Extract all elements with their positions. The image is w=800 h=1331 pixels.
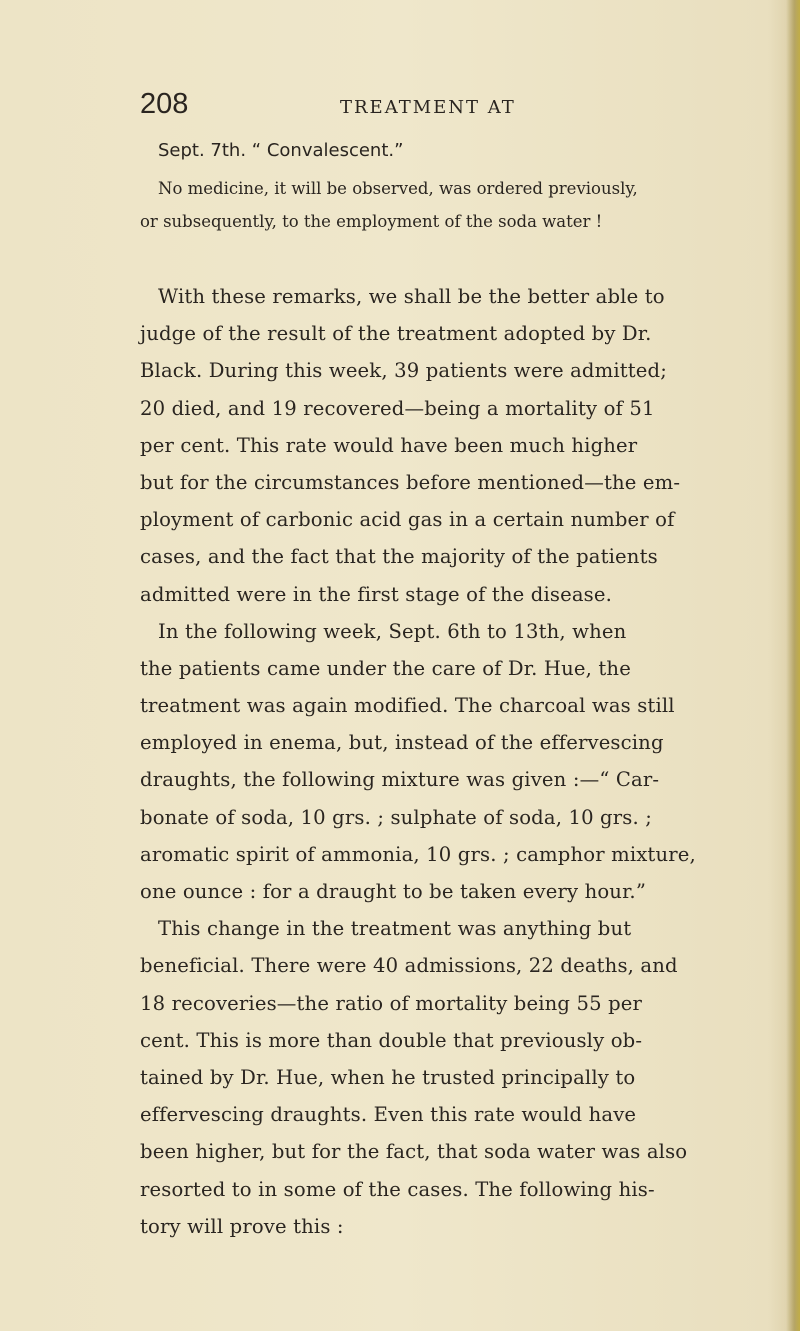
body-line: resorted to in some of the cases. The following his-: [140, 1177, 655, 1201]
body-line: tained by Dr. Hue, when he trusted principally to: [140, 1065, 636, 1089]
body-line: This change in the treatment was anything but: [158, 917, 632, 941]
body-line: per cent. This rate would have been much higher: [140, 433, 638, 457]
body-line: aromatic spirit of ammonia, 10 grs. ; camphor mixture,: [140, 842, 696, 866]
body-line: treatment was again modified. The charcoal was still: [140, 694, 675, 718]
body-line: the patients came under the care of Dr. Hue, the: [140, 656, 631, 680]
body-line: but for the circumstances before mentioned—the em-: [140, 470, 681, 494]
body-line: been higher, but for the fact, that soda water was also: [140, 1140, 688, 1164]
running-head: TREATMENT AT: [340, 97, 516, 118]
note-line: or subsequently, to the employment of the soda water !: [140, 212, 603, 231]
body-line: 18 recoveries—the ratio of mortality being 55 per: [140, 991, 643, 1015]
body-line: With these remarks, we shall be the better able to: [158, 285, 665, 308]
page-number: 208: [140, 88, 189, 120]
body-line: ployment of carbonic acid gas in a certain number of: [140, 508, 675, 532]
body-line: tory will prove this :: [140, 1214, 344, 1238]
page-edge-shadow: [786, 0, 800, 1331]
body-line: employed in enema, but, instead of the effervescing: [140, 731, 664, 755]
body-text: [140, 278, 740, 1245]
page-header: [140, 88, 740, 128]
body-line: cases, and the fact that the majority of the patients: [140, 545, 658, 569]
body-line: effervescing draughts. Even this rate would have: [140, 1103, 637, 1127]
body-line: Black. During this week, 39 patients were admitted;: [140, 359, 667, 383]
note-date-line: Sept. 7th. “ Convalescent.”: [158, 140, 404, 161]
body-line: admitted were in the first stage of the disease.: [140, 582, 613, 606]
body-line: beneficial. There were 40 admissions, 22 deaths, and: [140, 954, 678, 978]
note-line: No medicine, it will be observed, was ordered previously,: [158, 179, 638, 198]
body-line: draughts, the following mixture was given :—“ Car-: [140, 768, 660, 792]
body-line: one ounce : for a draught to be taken every hour.”: [140, 880, 646, 903]
body-line: bonate of soda, 10 grs. ; sulphate of soda, 10 grs. ;: [140, 805, 652, 829]
body-line: 20 died, and 19 recovered—being a mortality of 51: [140, 396, 655, 420]
note-paragraph: [140, 172, 740, 238]
body-line: judge of the result of the treatment adopted by Dr.: [140, 322, 652, 346]
body-line: cent. This is more than double that previously ob-: [140, 1028, 643, 1052]
body-line: In the following week, Sept. 6th to 13th, when: [158, 619, 627, 643]
